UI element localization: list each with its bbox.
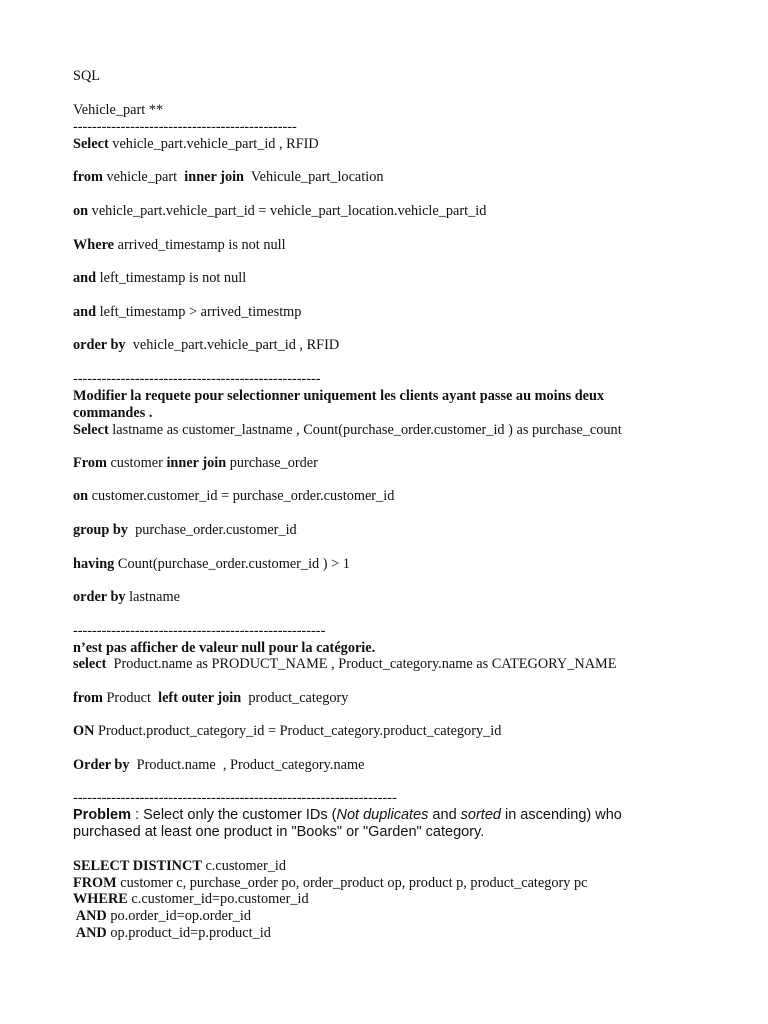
section-heading: Modifier la requete pour selectionner uniquement les clients ayant passe au moins deux: [73, 388, 605, 404]
sql-text: Count(purchase_order.customer_id ) > 1: [114, 556, 350, 572]
sql-keyword: and: [73, 304, 97, 320]
section-heading: n’est pas afficher de valeur null pour la catégorie.: [73, 640, 376, 656]
doc-title: SQL: [73, 68, 101, 84]
sql-line: [73, 589, 180, 606]
sql-text: purchase_order: [226, 455, 318, 471]
sql-line: [73, 169, 384, 186]
problem-label: Problem: [73, 807, 132, 823]
sql-keyword: inner join: [184, 169, 245, 185]
sql-text: vehicle_part.vehicle_part_id , RFID: [125, 337, 340, 353]
sql-keyword: SELECT DISTINCT: [73, 858, 202, 874]
sql-text: Vehicule_part_location: [244, 169, 384, 185]
sql-line: [73, 858, 286, 875]
sql-text: c.customer_id: [201, 858, 287, 874]
sql-text: Product.product_category_id = Product_category.product_category_id: [94, 723, 502, 739]
sql-keyword: and: [73, 270, 97, 286]
sql-keyword: AND: [73, 925, 107, 941]
sql-text: customer.customer_id = purchase_order.customer_id: [88, 488, 395, 504]
sql-text: vehicle_part.vehicle_part_id , RFID: [108, 136, 319, 152]
sql-line: [73, 203, 486, 220]
sql-keyword: Order by: [73, 757, 130, 773]
divider: -----------------------------------------------------: [73, 623, 326, 639]
problem-text: and: [428, 807, 461, 823]
sql-line: [73, 875, 588, 892]
sql-text: Product.name as PRODUCT_NAME , Product_category.name as CATEGORY_NAME: [106, 656, 617, 672]
sql-text: left_timestamp > arrived_timestmp: [96, 304, 302, 320]
sql-line: [73, 136, 319, 153]
sql-text: po.order_id=op.order_id: [106, 908, 252, 924]
sql-line: [73, 690, 348, 707]
sql-keyword: on: [73, 203, 89, 219]
sql-line: [73, 891, 309, 908]
divider: --------------------------------------------------------------------: [73, 790, 397, 806]
sql-keyword: ON: [73, 723, 95, 739]
sql-keyword: FROM: [73, 875, 117, 891]
sql-text: op.product_id=p.product_id: [106, 925, 271, 941]
section-heading: commandes .: [73, 405, 153, 421]
sql-line: [73, 455, 318, 472]
problem-emphasis: sorted: [460, 807, 501, 823]
sql-line: [73, 757, 364, 774]
problem-text: : Select only the customer IDs (: [131, 807, 337, 823]
sql-text: left_timestamp is not null: [96, 270, 247, 286]
sql-line: [73, 556, 350, 573]
sql-line: [73, 908, 251, 925]
sql-line: [73, 337, 339, 354]
sql-keyword: Where: [73, 237, 115, 253]
problem-statement: purchased at least one product in "Books" or "Garden" category.: [73, 824, 485, 840]
sql-text: c.customer_id=po.customer_id: [127, 891, 309, 907]
sql-line: [73, 270, 246, 287]
sql-text: product_category: [241, 690, 349, 706]
sql-text: arrived_timestamp is not null: [114, 237, 286, 253]
sql-line: [73, 237, 286, 254]
sql-keyword: AND: [73, 908, 107, 924]
sql-text: vehicle_part: [102, 169, 185, 185]
sql-keyword: on: [73, 488, 89, 504]
sql-text: vehicle_part.vehicle_part_id = vehicle_part_location.vehicle_part_id: [88, 203, 487, 219]
sql-line: [73, 925, 271, 942]
problem-statement: [73, 807, 622, 824]
sql-text: Product: [102, 690, 159, 706]
sql-keyword: left outer join: [158, 690, 242, 706]
problem-emphasis: Not duplicates: [336, 807, 429, 823]
sql-keyword: WHERE: [73, 891, 128, 907]
sql-text: Product.name , Product_category.name: [129, 757, 365, 773]
sql-keyword: Select: [73, 136, 109, 152]
sql-line: [73, 723, 501, 740]
sql-keyword: inner join: [166, 455, 227, 471]
sql-keyword: From: [73, 455, 107, 471]
sql-keyword: from: [73, 690, 103, 706]
sql-text: lastname as customer_lastname , Count(purchase_order.customer_id ) as purchase_count: [108, 422, 622, 438]
sql-line: [73, 422, 622, 439]
sql-keyword: order by: [73, 589, 126, 605]
section-heading: Vehicle_part **: [73, 102, 164, 118]
sql-keyword: select: [73, 656, 107, 672]
sql-keyword: group by: [73, 522, 128, 538]
sql-keyword: order by: [73, 337, 126, 353]
problem-text: in ascending) who: [500, 807, 622, 823]
divider: ----------------------------------------------------: [73, 371, 321, 387]
sql-text: customer c, purchase_order po, order_product op, product p, product_category pc: [116, 875, 588, 891]
sql-keyword: Select: [73, 422, 109, 438]
sql-line: [73, 522, 297, 539]
sql-keyword: having: [73, 556, 115, 572]
sql-text: purchase_order.customer_id: [127, 522, 297, 538]
sql-keyword: from: [73, 169, 103, 185]
sql-line: [73, 656, 616, 673]
sql-line: [73, 488, 394, 505]
sql-line: [73, 304, 301, 321]
sql-text: customer: [106, 455, 167, 471]
divider: -----------------------------------------------: [73, 119, 297, 135]
sql-text: lastname: [125, 589, 180, 605]
